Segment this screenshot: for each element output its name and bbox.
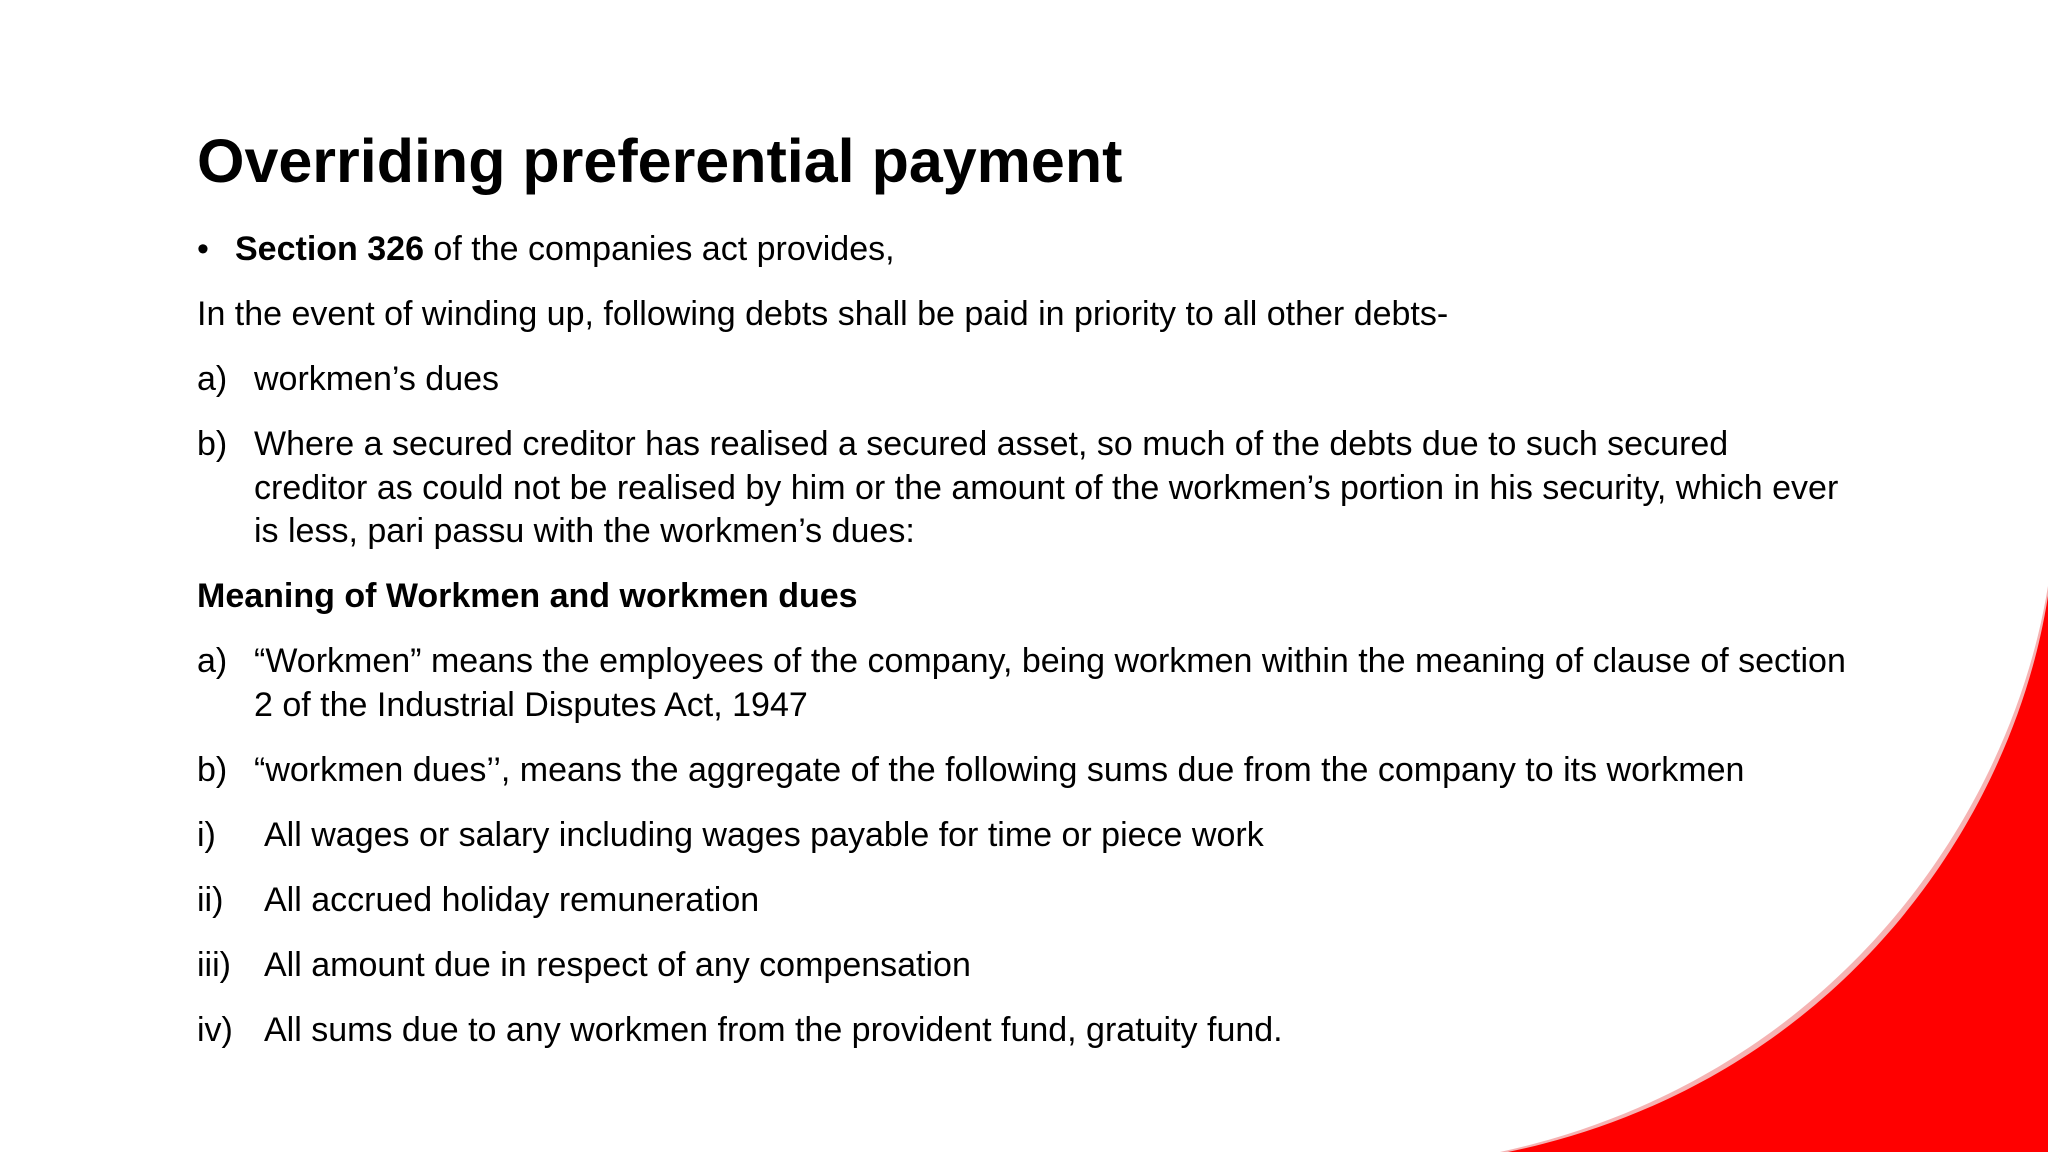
priority-item [197,358,1847,402]
meaning-heading: Meaning of Workmen and workmen dues [197,577,858,615]
list-item-text: workmen’s dues [254,360,500,398]
list-marker: i) [197,815,216,854]
list-marker: b) [197,750,228,789]
list-marker: a) [197,360,228,398]
section-description: of the companies act provides, [423,230,895,268]
dues-item [197,1009,1847,1053]
dues-item [197,944,1847,988]
list-item-text: All accrued holiday remuneration [264,880,760,919]
dues-item [197,814,1847,858]
section-bullet-text [235,228,895,272]
slide-title: Overriding preferential payment [197,127,1123,195]
bullet-icon: • [197,230,209,268]
list-marker: b) [197,425,228,463]
meaning-item [197,640,1847,727]
list-item-text: All wages or salary including wages payable for time or piece work [264,815,1264,854]
list-item-text: “Workmen” means the employees of the company, being workmen within the meaning of clause of section 2 of the Industrial Disputes Act, 1947 [254,642,1846,724]
list-marker: ii) [197,880,224,919]
list-item-text: All amount due in respect of any compensation [264,945,971,984]
intro-text: In the event of winding up, following debts shall be paid in priority to all other debts- [197,295,1449,333]
dues-item [197,879,1847,923]
list-item-text: All sums due to any workmen from the provident fund, gratuity fund. [264,1010,1283,1049]
list-marker: iii) [197,945,231,984]
list-item-text: Where a secured creditor has realised a secured asset, so much of the debts due to such secured creditor as could not be realised by him or the amount of the workmen’s portion in his security, which ever is less, pari passu with the workmen’s dues: [254,425,1839,550]
section-bullet [197,228,1847,272]
list-item-text: “workmen dues’’, means the aggregate of the following sums due from the company to its workmen [254,750,1745,789]
slide-body [197,228,1847,1074]
meaning-item [197,749,1847,793]
priority-item [197,423,1847,554]
list-marker: iv) [197,1010,233,1049]
section-number: Section 326 [235,230,424,268]
list-marker: a) [197,642,228,680]
